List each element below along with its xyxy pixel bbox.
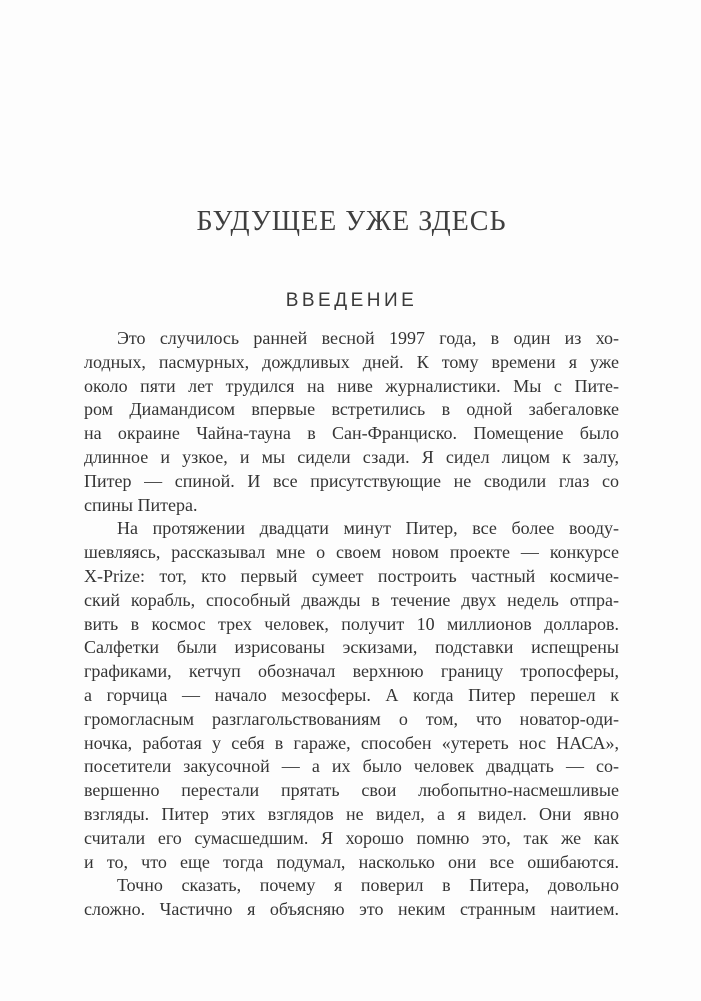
text-line: X-Prize: тот, кто первый сумеет построить частный космиче- — [84, 565, 619, 586]
text-line: Питер — спиной. И все присутствующие не сводили глаз со — [84, 470, 619, 491]
text-line: графиками, кетчуп обозначал верхнюю границу тропосферы, — [84, 661, 619, 682]
paragraph — [84, 327, 619, 517]
text-line: сложно. Частично я объясняю это неким странным наитием. — [84, 899, 619, 920]
text-block — [84, 327, 619, 922]
text-line: считали его сумасшедшим. Я хорошо помню это, так же как — [84, 827, 619, 848]
text-line: ночка, работая у себя в гараже, способен «утереть нос НАСА», — [84, 732, 619, 753]
text-line: вершенно перестали прятать свои любопытно-насмешливые — [84, 780, 619, 801]
text-line: взгляды. Питер этих взглядов не видел, а я видел. Они явно — [84, 803, 619, 824]
text-line: и то, что еще тогда подумал, насколько они все ошибаются. — [84, 851, 619, 872]
text-line: На протяжении двадцати минут Питер, все более вооду- — [117, 518, 619, 539]
text-line: Точно сказать, почему я поверил в Питера, довольно — [117, 875, 619, 896]
text-line: ром Диамандисом впервые встретились в одной забегаловке — [84, 399, 619, 420]
text-line: а горчица — начало мезосферы. А когда Питер перешел к — [84, 684, 619, 705]
paragraph — [84, 517, 619, 874]
text-line: шевляясь, рассказывал мне о своем новом проекте — конкурсе — [84, 542, 619, 563]
text-line: длинное и узкое, и мы сидели сзади. Я сидел лицом к залу, — [84, 446, 619, 467]
book-title: БУДУЩЕЕ УЖЕ ЗДЕСЬ — [196, 206, 507, 237]
text-line: посетители закусочной — а их было человек двадцать — со- — [84, 756, 619, 777]
text-line: вить в космос трех человек, получит 10 миллионов долларов. — [84, 613, 619, 634]
text-line: Салфетки были изрисованы эскизами, подставки испещрены — [84, 637, 619, 658]
text-line: на окраине Чайна-тауна в Сан-Франциско. Помещение было — [84, 423, 619, 444]
text-line: около пяти лет трудился на ниве журналистики. Мы с Пите- — [84, 375, 619, 396]
text-line: ский корабль, способный дважды в течение двух недель отпра- — [84, 589, 619, 610]
paragraph — [84, 874, 619, 922]
text-line: лодных, пасмурных, дождливых дней. К тому времени я уже — [84, 351, 619, 372]
section-heading: ВВЕДЕНИЕ — [285, 290, 418, 311]
text-line: громогласным разглагольствованиям о том, что новатор-оди- — [84, 708, 619, 729]
text-line: Это случилось ранней весной 1997 года, в один из хо- — [117, 328, 619, 348]
text-line: спины Питера. — [84, 494, 198, 515]
